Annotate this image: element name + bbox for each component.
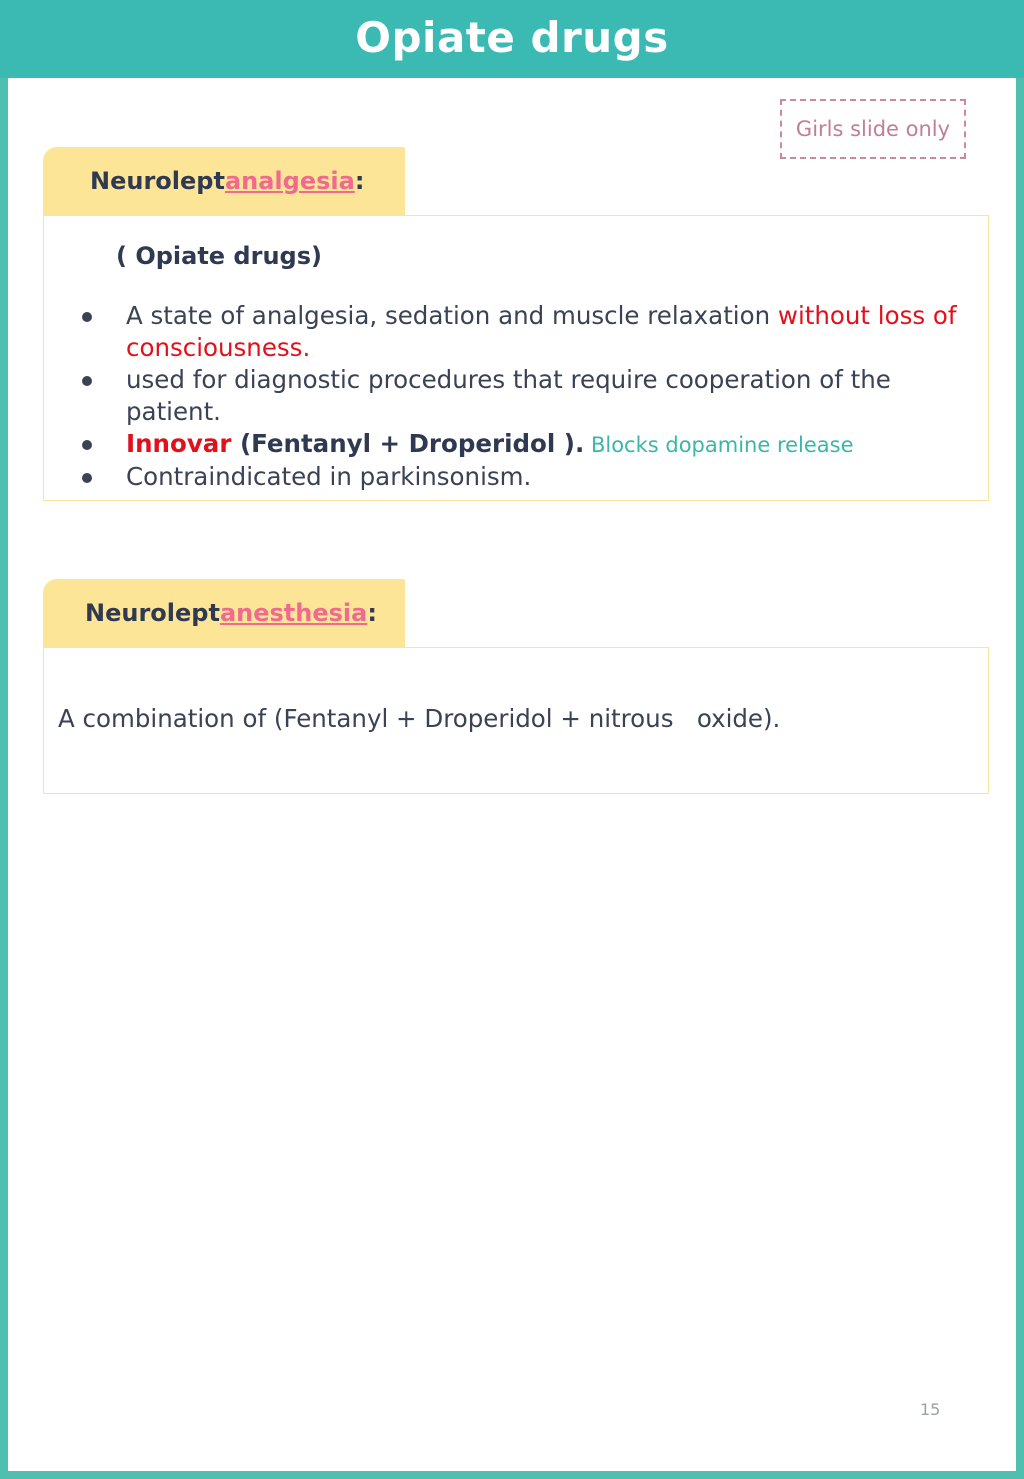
heading-suffix: : (367, 599, 377, 627)
title-banner (0, 0, 1024, 78)
bullet-list (44, 300, 990, 493)
page-number: 15 (920, 1400, 941, 1419)
bullet-icon (82, 440, 92, 450)
bullet-icon (82, 312, 92, 322)
section-box-neuroleptanalgesia (43, 215, 989, 501)
bullet-text: Contraindicated in parkinsonism. (126, 462, 532, 491)
bullet-note: Blocks dopamine release (584, 433, 854, 457)
bullet-emphasis: without loss of consciousness. (126, 301, 957, 362)
section-text: A combination of (Fentanyl + Droperidol + nitrous oxide). (58, 704, 781, 733)
heading-suffix: : (354, 167, 365, 195)
list-item (44, 428, 990, 461)
heading-prefix: Neurolept (85, 599, 220, 627)
drug-name-innovar: Innovar (126, 429, 232, 458)
section-heading-neuroleptanalgesia (43, 147, 405, 215)
list-item (44, 364, 990, 428)
list-item (44, 461, 990, 493)
heading-highlight: anesthesia (219, 599, 368, 627)
girls-slide-tag (780, 99, 966, 159)
section-heading-neuroleptanesthesia (43, 579, 405, 647)
list-item (44, 300, 990, 364)
bullet-text: A state of analgesia, sedation and muscle relaxation (126, 301, 778, 330)
girls-slide-tag-label: Girls slide only (795, 117, 951, 141)
drug-composition: (Fentanyl + Droperidol ). (231, 429, 585, 458)
bullet-icon (82, 473, 92, 483)
bullet-text: used for diagnostic procedures that require cooperation of the patient. (126, 365, 891, 426)
section-box-neuroleptanesthesia (43, 647, 989, 794)
bullet-icon (82, 376, 92, 386)
heading-highlight: analgesia (224, 167, 355, 195)
page-title: Opiate drugs (355, 12, 669, 62)
heading-prefix: Neurolept (90, 167, 225, 195)
section-subtitle: ( Opiate drugs) (116, 242, 322, 270)
